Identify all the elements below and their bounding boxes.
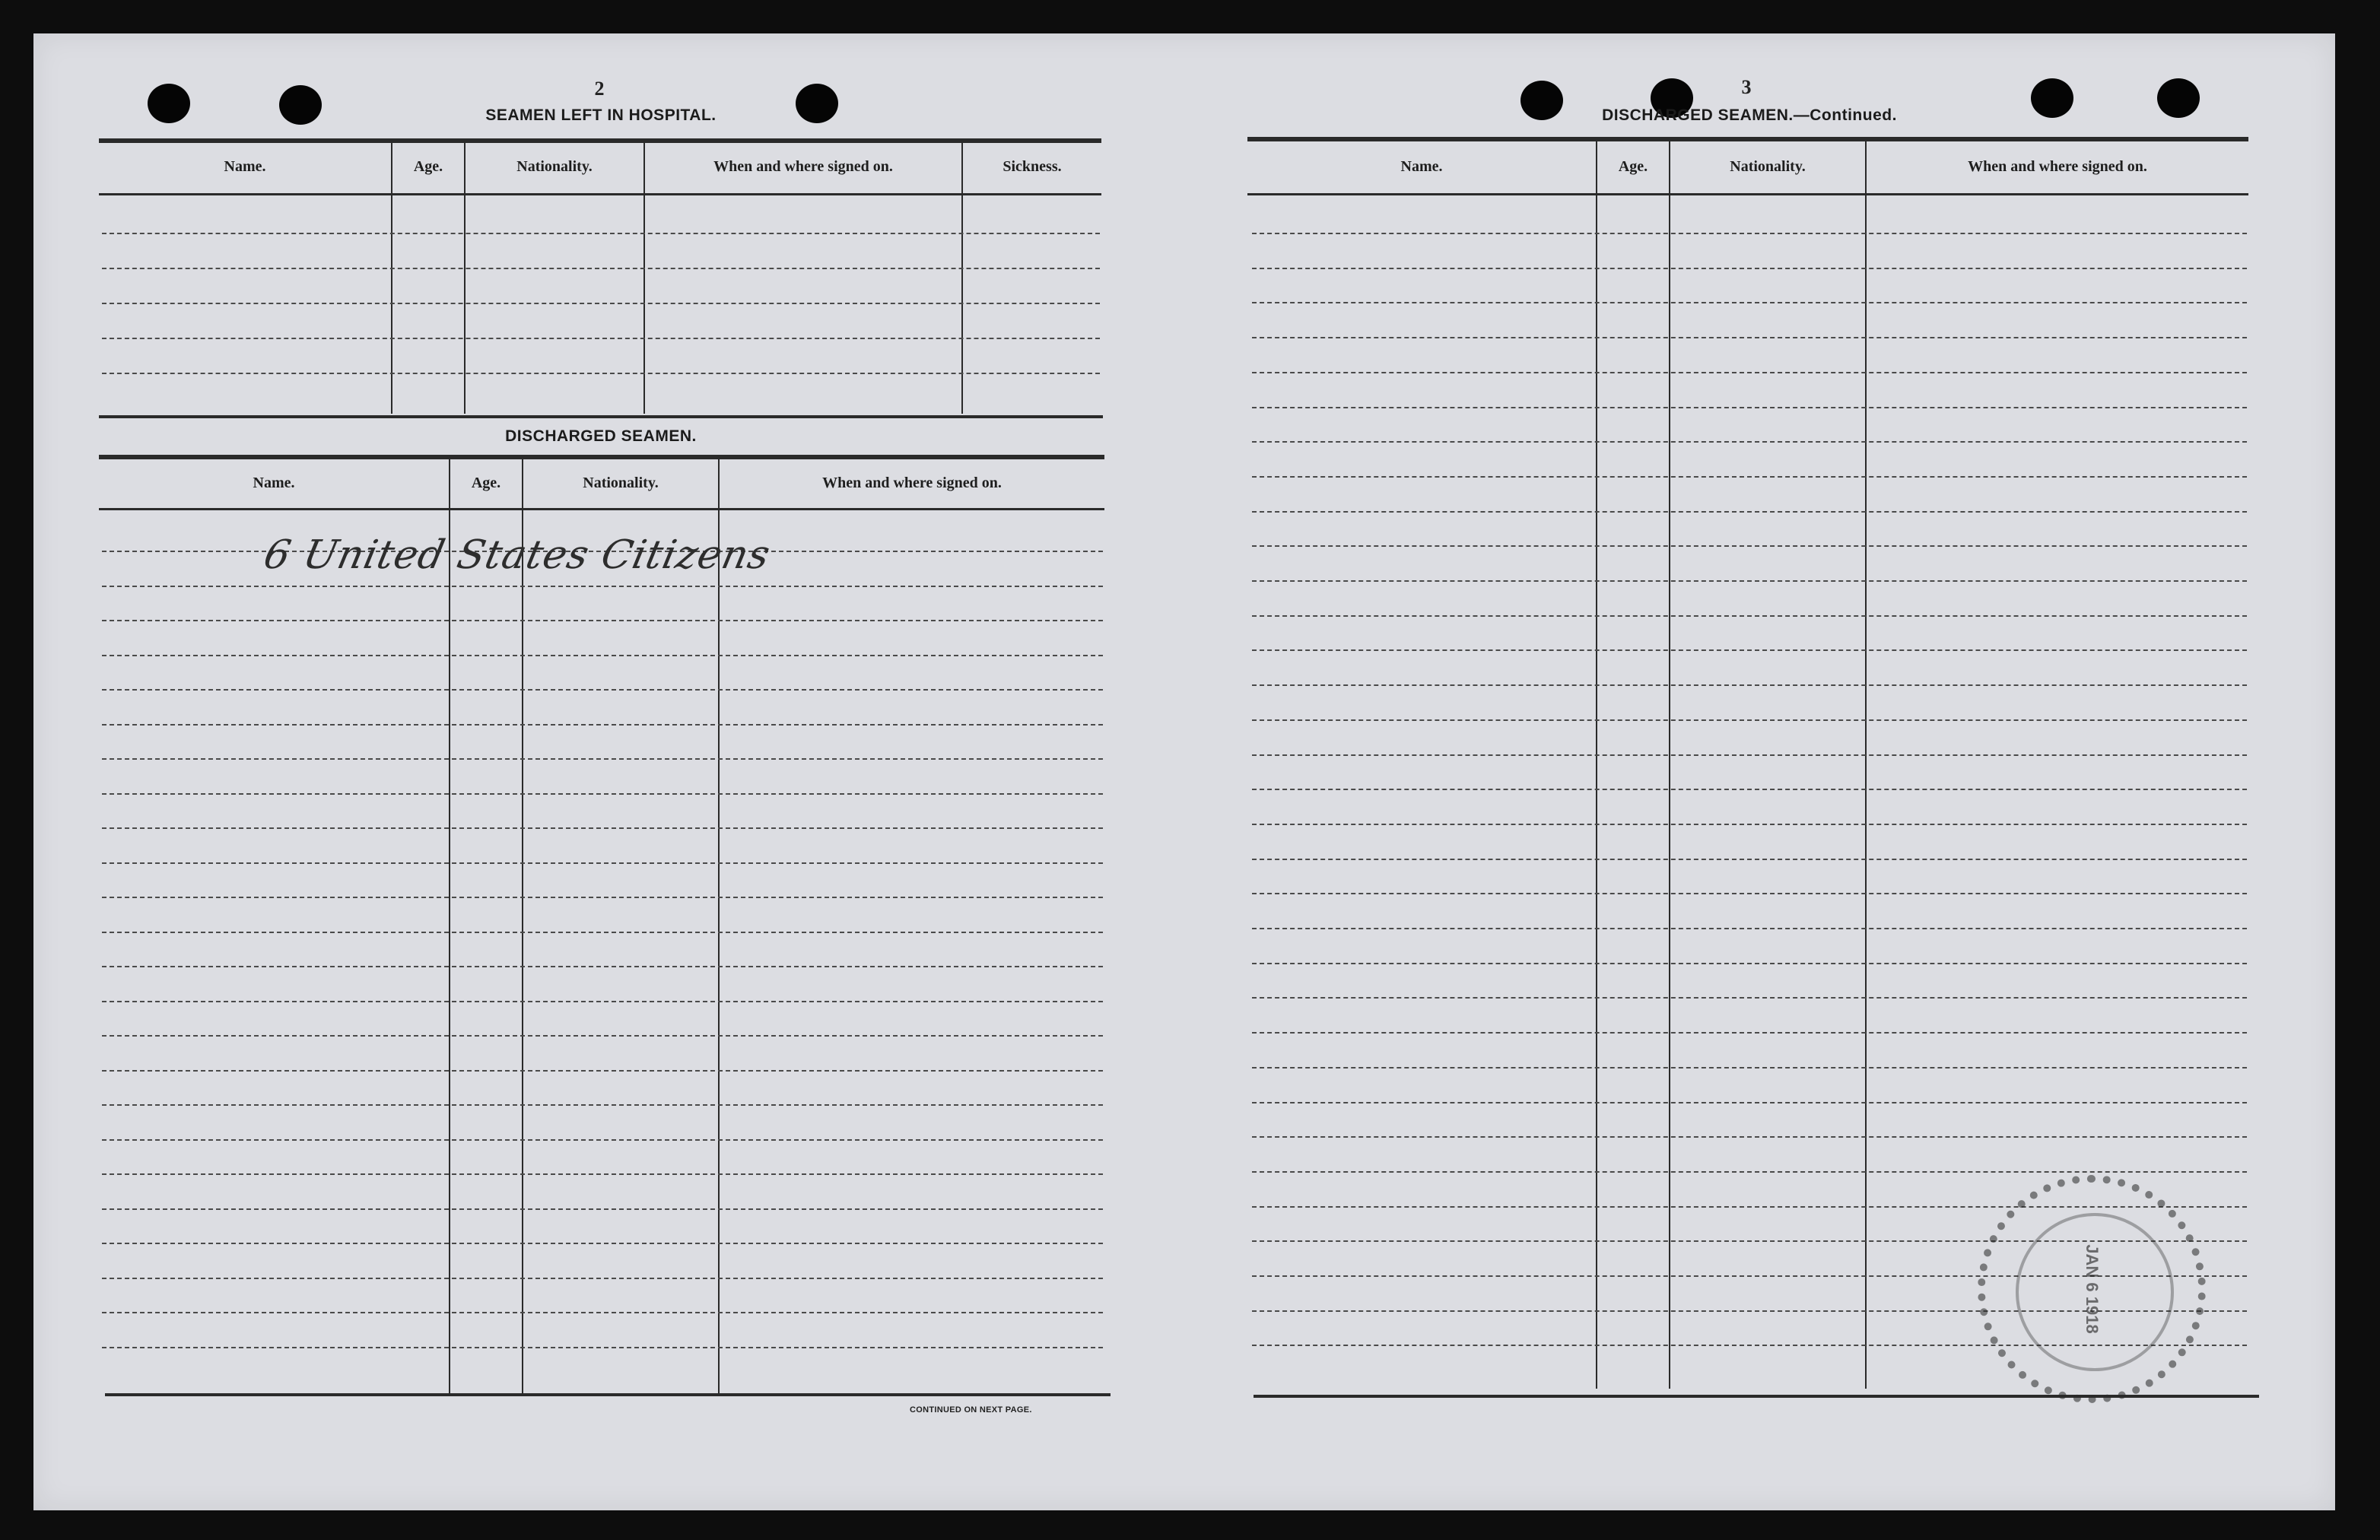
discharged-table-top-rule — [99, 455, 1104, 459]
ruled-line — [102, 373, 1100, 374]
ruled-line — [102, 303, 1100, 304]
ruled-line — [102, 827, 1103, 829]
ruled-line — [1252, 511, 2247, 513]
ruled-line — [1252, 754, 2247, 756]
ruled-line — [102, 1278, 1103, 1279]
ruled-line — [1252, 615, 2247, 617]
ruled-line — [1252, 268, 2247, 269]
right-table-top-rule — [1247, 137, 2248, 141]
ruled-line — [102, 1312, 1103, 1313]
ruled-line — [102, 233, 1100, 234]
ruled-line — [102, 268, 1100, 269]
ruled-line — [102, 620, 1103, 621]
page-number-right: 3 — [1741, 76, 1752, 98]
ruled-line — [102, 1173, 1103, 1175]
right-col-name: Name. — [1400, 158, 1443, 175]
ruled-line — [1252, 649, 2247, 651]
continued-footer: CONTINUED ON NEXT PAGE. — [910, 1405, 1032, 1415]
ruled-line — [102, 1001, 1103, 1002]
ruled-line — [1252, 337, 2247, 338]
hospital-col-nationality: Nationality. — [516, 158, 593, 175]
punch-hole — [2031, 78, 2073, 118]
punch-hole — [279, 85, 322, 125]
discharged-col-signed-on: When and where signed on. — [822, 475, 1002, 491]
hospital-header-rule — [99, 193, 1101, 195]
hospital-col-age: Age. — [413, 158, 443, 175]
ruled-line — [1252, 997, 2247, 999]
ruled-line — [1252, 1067, 2247, 1068]
ruled-line — [1252, 476, 2247, 478]
right-col-nationality: Nationality. — [1730, 158, 1806, 175]
discharged-continued-heading: DISCHARGED SEAMEN.—Continued. — [1602, 106, 1897, 124]
ruled-line — [102, 689, 1103, 691]
ruled-line — [102, 1208, 1103, 1210]
ruled-line — [102, 1070, 1103, 1072]
ruled-line — [102, 338, 1100, 339]
ruled-line — [1252, 684, 2247, 686]
discharged-col-divider — [718, 459, 720, 1395]
ruled-line — [1252, 302, 2247, 303]
ruled-line — [1252, 824, 2247, 825]
ruled-line — [102, 1035, 1103, 1037]
ruled-line — [102, 793, 1103, 795]
punch-hole — [148, 84, 190, 123]
stamp-text: JAN 6 1918 — [2083, 1244, 2102, 1334]
hospital-col-name: Name. — [224, 158, 266, 175]
ruled-line — [102, 1104, 1103, 1106]
ruled-line — [102, 932, 1103, 933]
ruled-line — [102, 655, 1103, 656]
ruled-line — [102, 586, 1103, 587]
ruled-line — [1252, 1171, 2247, 1173]
ruled-line — [1252, 1136, 2247, 1138]
discharged-col-nationality: Nationality. — [583, 475, 659, 491]
ruled-line — [1252, 1032, 2247, 1034]
ruled-line — [1252, 580, 2247, 582]
punch-hole — [2157, 78, 2200, 118]
ruled-line — [1252, 1102, 2247, 1103]
ruled-line — [1252, 407, 2247, 408]
date-stamp — [1978, 1175, 2206, 1403]
right-col-divider — [1596, 141, 1597, 1389]
hospital-table-top-rule — [99, 138, 1101, 143]
discharged-table-bottom-rule — [105, 1393, 1111, 1396]
ruled-line — [102, 897, 1103, 898]
ruled-line — [102, 862, 1103, 864]
discharged-header-rule — [99, 508, 1104, 510]
discharged-col-name: Name. — [253, 475, 295, 491]
page-number-left: 2 — [594, 78, 605, 100]
discharged-col-age: Age. — [471, 475, 501, 491]
ruled-line — [102, 1347, 1103, 1348]
ruled-line — [1252, 545, 2247, 547]
hospital-col-signed-on: When and where signed on. — [713, 158, 893, 175]
ruled-line — [1252, 233, 2247, 234]
ruled-line — [102, 1139, 1103, 1141]
ruled-line — [1252, 789, 2247, 790]
ruled-line — [102, 758, 1103, 760]
ruled-line — [1252, 441, 2247, 443]
ruled-line — [102, 724, 1103, 726]
ruled-line — [1252, 719, 2247, 721]
ruled-line — [1252, 893, 2247, 894]
handwritten-entry: 6 United States Citizens — [259, 532, 775, 578]
right-col-divider — [1865, 141, 1867, 1389]
discharged-col-divider — [449, 459, 450, 1395]
right-col-age: Age. — [1618, 158, 1648, 175]
ruled-line — [1252, 963, 2247, 964]
discharged-col-divider — [522, 459, 523, 1395]
discharged-heading: DISCHARGED SEAMEN. — [505, 427, 697, 445]
ruled-line — [1252, 859, 2247, 860]
right-header-rule — [1247, 193, 2248, 195]
ruled-line — [1252, 928, 2247, 929]
right-col-signed-on: When and where signed on. — [1968, 158, 2147, 175]
hospital-heading: SEAMEN LEFT IN HOSPITAL. — [485, 106, 717, 124]
ruled-line — [102, 966, 1103, 967]
ruled-line — [102, 1243, 1103, 1244]
hospital-table-bottom-rule — [99, 415, 1103, 418]
hospital-col-sickness: Sickness. — [1003, 158, 1062, 175]
right-col-divider — [1669, 141, 1670, 1389]
ruled-line — [1252, 372, 2247, 373]
